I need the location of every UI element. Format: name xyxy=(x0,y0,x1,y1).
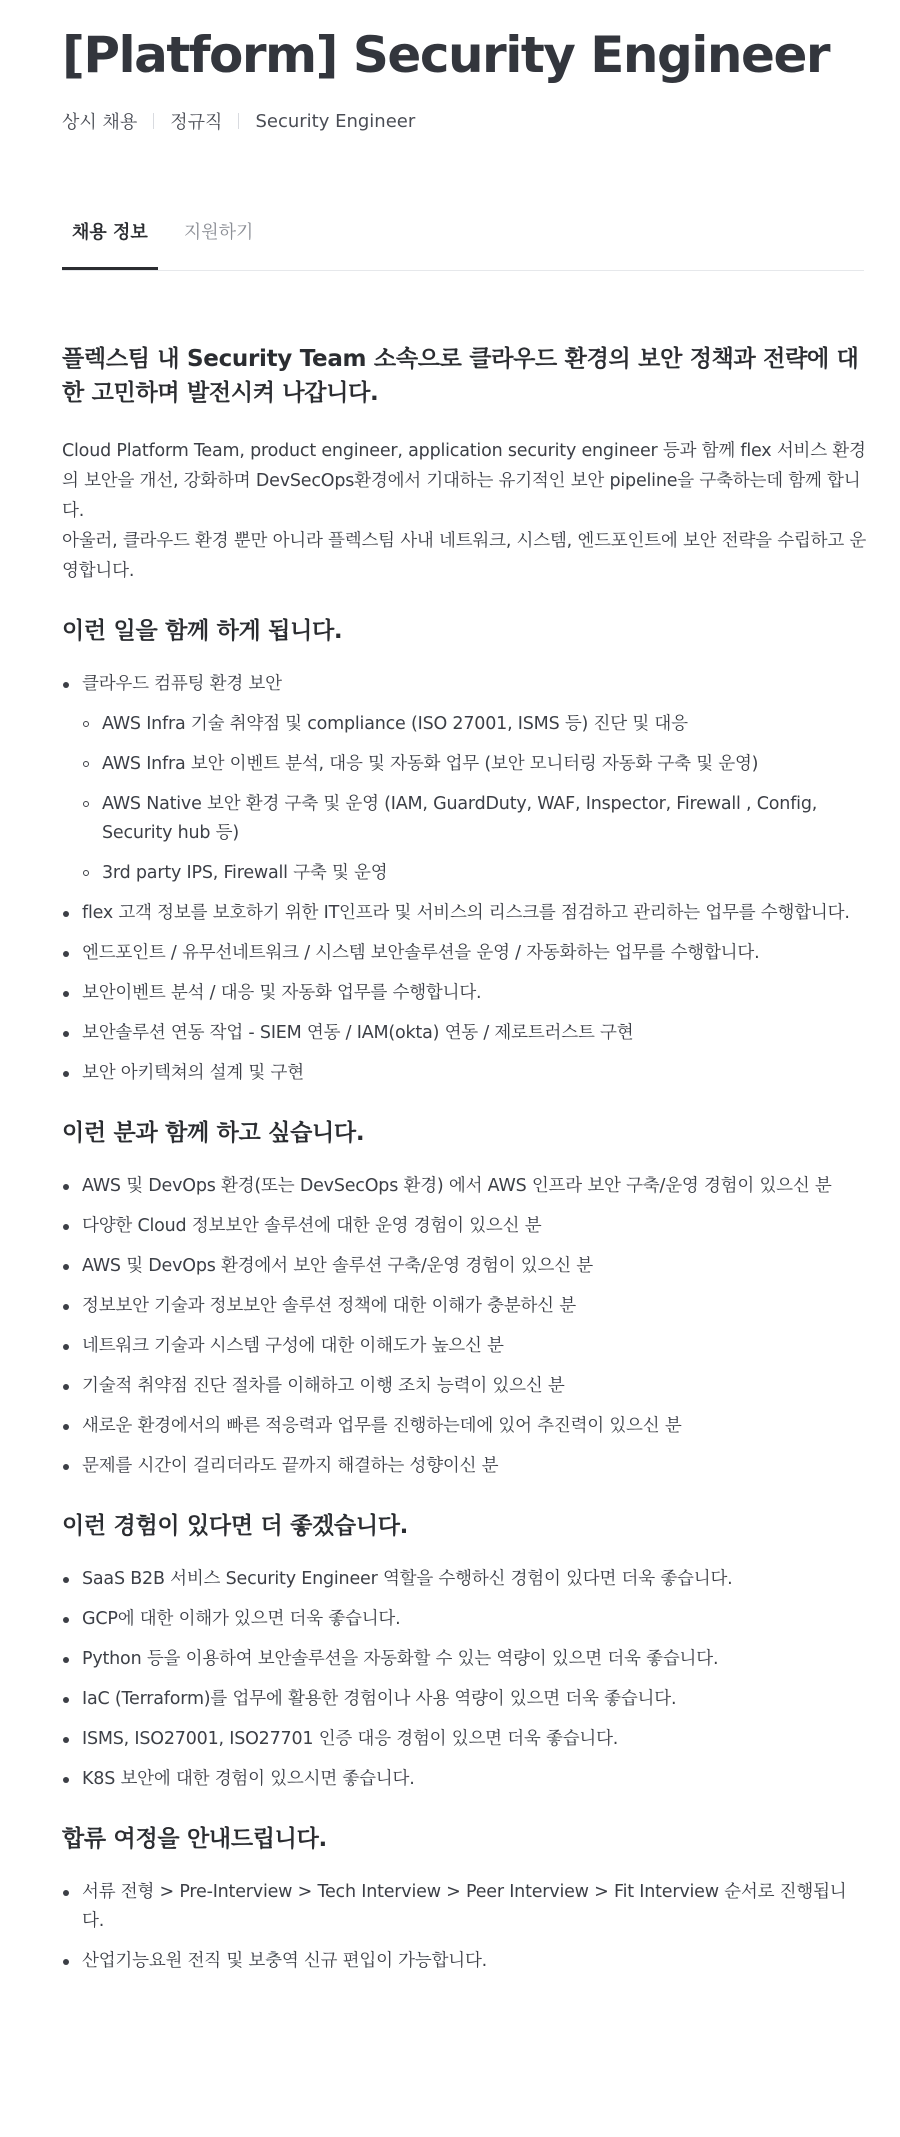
tab-job-info[interactable]: 채용 정보 xyxy=(62,218,158,270)
list-item: 문제를 시간이 걸리더라도 끝까지 해결하는 성향이신 분 xyxy=(82,1452,868,1481)
list-item: 기술적 취약점 진단 절차를 이해하고 이행 조치 능력이 있으신 분 xyxy=(82,1372,868,1401)
sublist-item: 3rd party IPS, Firewall 구축 및 운영 xyxy=(102,859,868,888)
list-item: flex 고객 정보를 보호하기 위한 IT인프라 및 서비스의 리스크를 점검하고 관리하는 업무를 수행합니다. xyxy=(82,899,868,928)
process-list xyxy=(62,1878,868,1976)
job-description xyxy=(62,342,868,1987)
list-item: SaaS B2B 서비스 Security Engineer 역할을 수행하신 경험이 있다면 더욱 좋습니다. xyxy=(82,1565,868,1594)
list-item: IaC (Terraform)를 업무에 활용한 경험이나 사용 역량이 있으면 더욱 좋습니다. xyxy=(82,1685,868,1714)
section-heading-requirements: 이런 분과 함께 하고 싶습니다. xyxy=(62,1120,365,1146)
intro-paragraph: 아울러, 클라우드 환경 뿐만 아니라 플렉스팀 사내 네트워크, 시스템, 엔드포인트에 보안 전략을 수립하고 운영합니다. xyxy=(62,531,867,581)
list-item: Python 등을 이용하여 보안솔루션을 자동화할 수 있는 역량이 있으면 더욱 좋습니다. xyxy=(82,1645,868,1674)
sublist-item: AWS Native 보안 환경 구축 및 운영 (IAM, GuardDuty, WAF, Inspector, Firewall , Config, Security hub 등) xyxy=(102,790,868,848)
intro-heading: 플렉스팀 내 Security Team 소속으로 클라우드 환경의 보안 정책과 전략에 대한 고민하며 발전시켜 나갑니다. xyxy=(62,346,859,406)
section-heading-process: 합류 여정을 안내드립니다. xyxy=(62,1826,327,1852)
tab-apply[interactable]: 지원하기 xyxy=(183,222,254,243)
list-item: ISMS, ISO27001, ISO27701 인증 대응 경험이 있으면 더욱 좋습니다. xyxy=(82,1725,868,1754)
meta-hiring-type: 상시 채용 xyxy=(62,112,138,133)
section-heading-duties: 이런 일을 함께 하게 됩니다. xyxy=(62,618,343,644)
job-title: [Platform] Security Engineer xyxy=(62,26,830,84)
list-item: AWS 및 DevOps 환경에서 보안 솔루션 구축/운영 경험이 있으신 분 xyxy=(82,1252,868,1281)
tab-bar xyxy=(62,218,864,271)
list-item: 엔드포인트 / 유무선네트워크 / 시스템 보안솔루션을 운영 / 자동화하는 업무를 수행합니다. xyxy=(82,939,868,968)
list-item: 보안이벤트 분석 / 대응 및 자동화 업무를 수행합니다. xyxy=(82,979,868,1008)
meta-divider xyxy=(238,113,239,129)
list-item: GCP에 대한 이해가 있으면 더욱 좋습니다. xyxy=(82,1605,868,1634)
list-item: 보안 아키텍쳐의 설계 및 구현 xyxy=(82,1059,868,1088)
meta-employment-type: 정규직 xyxy=(170,112,223,133)
list-item: 새로운 환경에서의 빠른 적응력과 업무를 진행하는데에 있어 추진력이 있으신 분 xyxy=(82,1412,868,1441)
list-item-text: 클라우드 컴퓨팅 환경 보안 xyxy=(82,674,282,694)
requirements-list xyxy=(62,1172,868,1481)
sublist-item: AWS Infra 기술 취약점 및 compliance (ISO 27001, ISMS 등) 진단 및 대응 xyxy=(102,710,868,739)
list-item: 서류 전형 > Pre-Interview > Tech Interview > Peer Interview > Fit Interview 순서로 진행됩니다. xyxy=(82,1878,868,1936)
sublist-item: AWS Infra 보안 이벤트 분석, 대응 및 자동화 업무 (보안 모니터링 자동화 구축 및 운영) xyxy=(102,750,868,779)
list-item xyxy=(82,670,868,888)
list-item: 네트워크 기술과 시스템 구성에 대한 이해도가 높으신 분 xyxy=(82,1332,868,1361)
meta-job-role: Security Engineer xyxy=(255,110,416,132)
list-item: 정보보안 기술과 정보보안 솔루션 정책에 대한 이해가 충분하신 분 xyxy=(82,1292,868,1321)
cloud-sublist xyxy=(82,710,868,888)
duties-list xyxy=(62,670,868,1088)
list-item: 산업기능요원 전직 및 보충역 신규 편입이 가능합니다. xyxy=(82,1947,868,1976)
list-item: 다양한 Cloud 정보보안 솔루션에 대한 운영 경험이 있으신 분 xyxy=(82,1212,868,1241)
intro-text xyxy=(62,436,868,586)
intro-paragraph: Cloud Platform Team, product engineer, application security engineer 등과 함께 flex 서비스 환경의 보안을 개선, 강화하며 DevSecOps환경에서 기대하는 유기적인 보안 pipeline을 구축하는데 함께 합니다. xyxy=(62,441,866,521)
list-item: K8S 보안에 대한 경험이 있으시면 좋습니다. xyxy=(82,1765,868,1794)
list-item: AWS 및 DevOps 환경(또는 DevSecOps 환경) 에서 AWS 인프라 보안 구축/운영 경험이 있으신 분 xyxy=(82,1172,868,1201)
section-heading-preferred: 이런 경험이 있다면 더 좋겠습니다. xyxy=(62,1513,409,1539)
meta-divider xyxy=(153,113,154,129)
list-item: 보안솔루션 연동 작업 - SIEM 연동 / IAM(okta) 연동 / 제로트러스트 구현 xyxy=(82,1019,868,1048)
preferred-list xyxy=(62,1565,868,1794)
job-meta xyxy=(62,108,415,134)
